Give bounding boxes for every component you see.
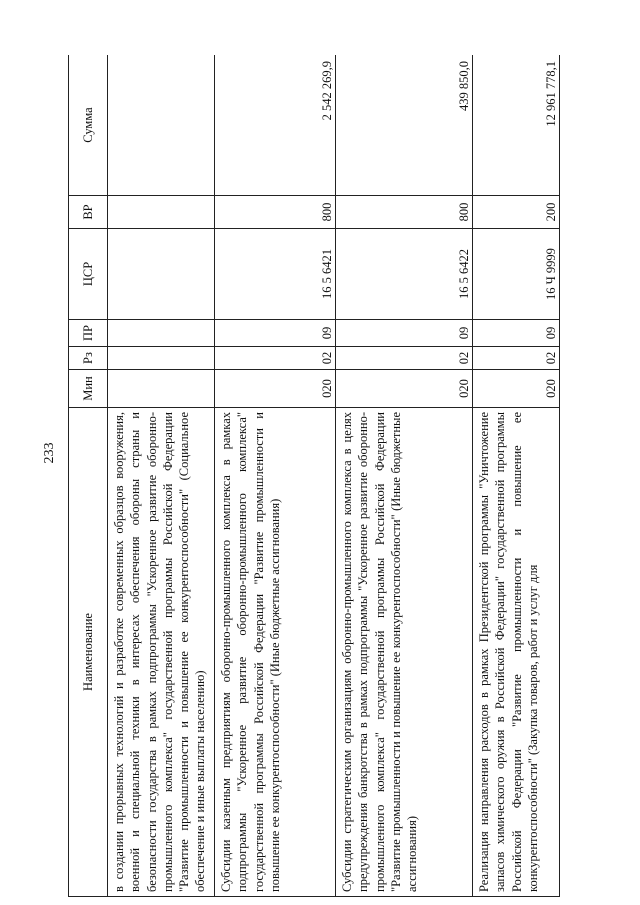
cell-sum: 2 542 269,9 xyxy=(215,55,336,196)
cell-sum xyxy=(108,55,215,196)
cell-rz: 02 xyxy=(215,347,336,370)
table-header-row xyxy=(69,55,108,897)
cell-rz: 02 xyxy=(336,347,473,370)
table-row xyxy=(215,55,336,897)
cell-csr: 16 5 6422 xyxy=(336,229,473,320)
cell-sum: 439 850,0 xyxy=(336,55,473,196)
cell-min: 020 xyxy=(473,370,560,408)
rotated-page xyxy=(68,55,596,897)
cell-csr: 16 Ч 9999 xyxy=(473,229,560,320)
cell-rz: 02 xyxy=(473,347,560,370)
cell-pr: 09 xyxy=(215,320,336,347)
col-header-vr: ВР xyxy=(69,196,108,229)
col-header-sum: Сумма xyxy=(69,55,108,196)
cell-pr: 09 xyxy=(473,320,560,347)
cell-min xyxy=(108,370,215,408)
cell-name: Субсидии стратегическим организациям оборонно-промышленного комплекса в целях предупреждения банкротства в рамках подпрограммы "Ускоренное развитие оборонно-промышленного комплекса" государственной программы Российской Федерации "Развитие промышленности и повышение ее конкурентоспособности" (Иные бюджетные ассигнования) xyxy=(336,408,473,897)
table-row xyxy=(336,55,473,897)
cell-name: в создании прорывных технологий и разработке современных образцов вооружения, военной и специальной техники в интересах обеспечения обороны страны и безопасности государства в рамках подпрограммы "Ускоренное развитие оборонно-промышленного комплекса" государственной программы Российской Федерации "Развитие промышленности и повышение ее конкурентоспособности" (Социальное обеспечение и иные выплаты населению) xyxy=(108,408,215,897)
table-row xyxy=(108,55,215,897)
col-header-pr: ПР xyxy=(69,320,108,347)
budget-table xyxy=(68,55,560,897)
cell-rz xyxy=(108,347,215,370)
col-header-rz: Рз xyxy=(69,347,108,370)
cell-min: 020 xyxy=(336,370,473,408)
cell-sum: 12 961 778,1 xyxy=(473,55,560,196)
cell-name: Субсидии казенным предприятиям оборонно-промышленного комплекса в рамках подпрограммы "Ускоренное развитие оборонно-промышленного комплекса" государственной программы Российской Федерации "Развитие промышленности и повышение ее конкурентоспособности" (Иные бюджетные ассигнования) xyxy=(215,408,336,897)
table-frame xyxy=(68,55,596,897)
page-number: 233 xyxy=(42,442,57,464)
cell-name: Реализация направления расходов в рамках Президентской программы "Уничтожение запасов химического оружия в Российской Федерации" государственной программы Российской Федерации "Развитие промышленности и повышение ее конкурентоспособности" (Закупка товаров, работ и услуг для xyxy=(473,408,560,897)
col-header-csr: ЦСР xyxy=(69,229,108,320)
cell-min: 020 xyxy=(215,370,336,408)
table-row xyxy=(473,55,560,897)
cell-vr: 800 xyxy=(215,196,336,229)
cell-csr: 16 5 6421 xyxy=(215,229,336,320)
col-header-name: Наименование xyxy=(69,408,108,897)
cell-pr xyxy=(108,320,215,347)
cell-vr xyxy=(108,196,215,229)
col-header-min: Мин xyxy=(69,370,108,408)
cell-vr: 800 xyxy=(336,196,473,229)
cell-pr: 09 xyxy=(336,320,473,347)
cell-vr: 200 xyxy=(473,196,560,229)
cell-csr xyxy=(108,229,215,320)
